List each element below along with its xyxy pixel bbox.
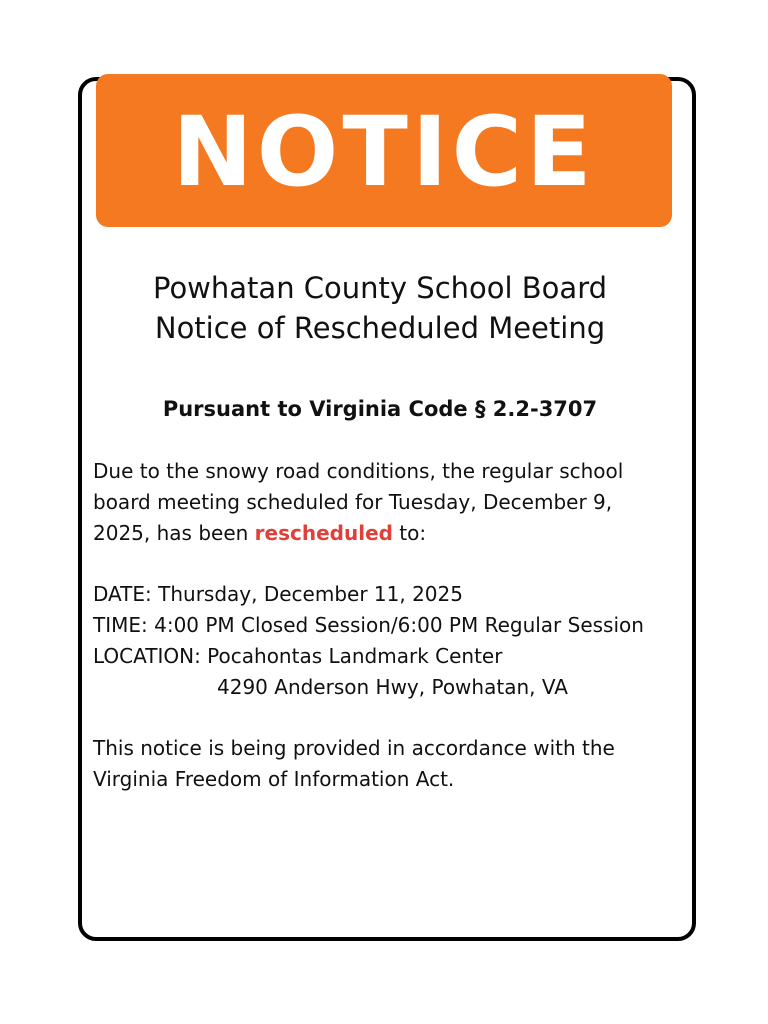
meeting-time: TIME: 4:00 PM Closed Session/6:00 PM Regular Session bbox=[93, 613, 644, 637]
intro-line-1: Due to the snowy road conditions, the regular school bbox=[93, 459, 624, 483]
meeting-address: 4290 Anderson Hwy, Powhatan, VA bbox=[217, 675, 568, 699]
intro-line-3 bbox=[93, 518, 693, 549]
meeting-location: LOCATION: Pocahontas Landmark Center bbox=[93, 644, 503, 668]
meeting-date: DATE: Thursday, December 11, 2025 bbox=[93, 582, 463, 606]
meeting-details bbox=[93, 579, 693, 703]
title-line-notice: Notice of Rescheduled Meeting bbox=[154, 311, 606, 345]
title-line-board: Powhatan County School Board bbox=[152, 271, 608, 305]
intro-line-2: board meeting scheduled for Tuesday, December 9, bbox=[93, 490, 613, 514]
closing-line-1: This notice is being provided in accordance with the bbox=[93, 736, 615, 760]
notice-banner bbox=[96, 74, 672, 227]
rescheduled-highlight: rescheduled bbox=[254, 521, 393, 545]
intro-line-3-after: to: bbox=[392, 521, 427, 545]
intro-line-3-before: 2025, has been bbox=[93, 521, 255, 545]
closing-paragraph bbox=[93, 733, 693, 795]
page-title bbox=[80, 268, 680, 348]
code-reference: Pursuant to Virginia Code § 2.2-3707 bbox=[162, 397, 598, 421]
intro-paragraph bbox=[93, 456, 693, 549]
banner-title: NOTICE bbox=[172, 95, 596, 208]
closing-line-2: Virginia Freedom of Information Act. bbox=[93, 767, 455, 791]
